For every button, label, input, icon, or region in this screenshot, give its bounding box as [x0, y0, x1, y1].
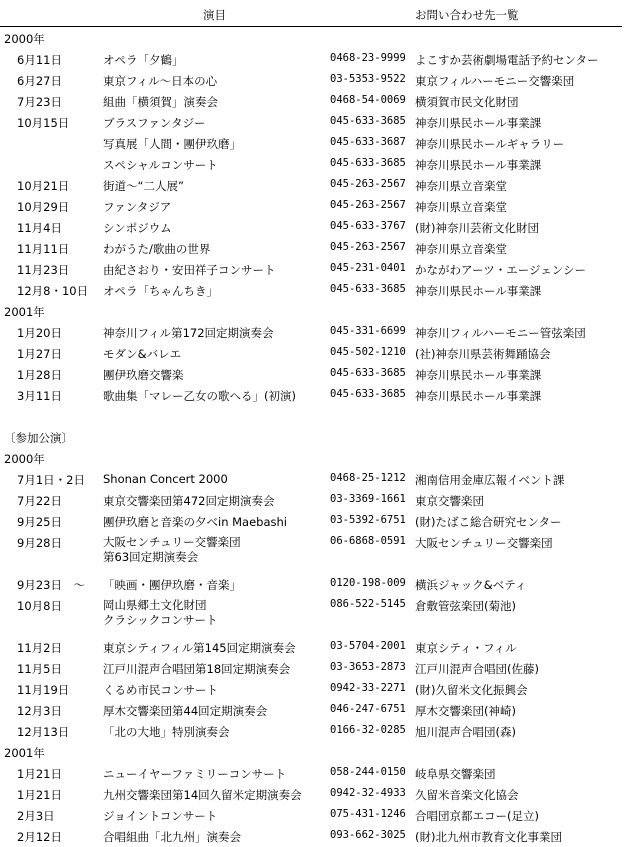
table-row	[0, 343, 625, 364]
table-row	[0, 112, 625, 133]
event-date: 11月2日	[17, 641, 62, 655]
table-row	[0, 511, 625, 532]
contact-phone: 045-633-3685	[330, 157, 406, 169]
contact-phone: 0468-54-0069	[330, 94, 406, 106]
contact-organization: 江戸川混声合唱団(佐藤)	[415, 662, 539, 676]
event-date: 11月23日	[17, 263, 70, 277]
event-date: 12月8・10日	[17, 284, 89, 298]
contact-phone: 06-6868-0591	[330, 535, 406, 547]
contact-organization: (財)北九州市教育文化事業団	[415, 830, 562, 844]
contact-organization: 神奈川フィルハーモニー管弦楽団	[415, 326, 586, 340]
contact-organization: 神奈川県立音楽堂	[415, 242, 507, 256]
event-date: 1月27日	[17, 347, 62, 361]
event-title	[103, 598, 218, 628]
event-date: 11月5日	[17, 662, 62, 676]
contact-phone: 03-3653-2873	[330, 661, 406, 673]
contact-organization: 神奈川県立音楽堂	[415, 200, 507, 214]
table-row	[0, 238, 625, 259]
event-date: 9月28日	[17, 536, 62, 550]
table-header	[0, 0, 625, 28]
contact-phone: 03-5392-6751	[330, 514, 406, 526]
contact-organization: 神奈川県民ホール事業課	[415, 389, 542, 403]
event-title: 東京交響楽団第472回定期演奏会	[103, 494, 275, 508]
event-title: 由紀さおり・安田祥子コンサート	[103, 263, 276, 277]
event-title: ブラスファンタジー	[103, 116, 206, 130]
event-date: 10月29日	[17, 200, 70, 214]
event-date: 1月21日	[17, 788, 62, 802]
section-label: 2001年	[4, 305, 45, 319]
section-label: 2001年	[4, 746, 45, 760]
contact-organization: (財)久留米文化振興会	[415, 683, 528, 697]
event-date: 10月8日	[17, 599, 62, 613]
event-title: 東京フィル〜日本の心	[103, 74, 218, 88]
section-row	[0, 742, 625, 763]
event-title-line2: 第63回定期演奏会	[103, 550, 199, 564]
contact-phone: 0942-33-2271	[330, 682, 406, 694]
table-row	[0, 658, 625, 679]
contact-organization: 湘南信用金庫広報イベント課	[415, 473, 565, 487]
event-title: オペラ「夕鶴」	[103, 53, 184, 67]
table-row	[0, 595, 625, 637]
event-title-line2: クラシックコンサート	[103, 613, 218, 627]
contact-phone: 03-5704-2001	[330, 640, 406, 652]
table-row	[0, 574, 625, 595]
section-row	[0, 28, 625, 49]
event-title: 写真展「人間・團伊玖磨」	[103, 137, 241, 151]
contact-organization: (財)神奈川芸術文化財団	[415, 221, 539, 235]
section-row	[0, 448, 625, 469]
event-date: 9月25日	[17, 515, 62, 529]
contact-phone: 0468-25-1212	[330, 472, 406, 484]
contact-organization: 横須賀市民文化財団	[415, 95, 519, 109]
table-row	[0, 490, 625, 511]
table-row	[0, 637, 625, 658]
event-title: 「北の大地」特別演奏会	[103, 725, 230, 739]
contact-phone: 03-5353-9522	[330, 73, 406, 85]
contact-phone: 045-633-3687	[330, 136, 406, 148]
contact-organization: 東京交響楽団	[415, 494, 484, 508]
contact-organization: 神奈川県民ホール事業課	[415, 368, 542, 382]
event-date: 6月27日	[17, 74, 62, 88]
contact-phone: 045-263-2567	[330, 241, 406, 253]
contact-organization: かながわアーツ・エージェンシー	[415, 263, 586, 277]
contact-phone: 045-633-3685	[330, 388, 406, 400]
event-title: ジョイントコンサート	[103, 809, 218, 823]
contact-phone: 03-3369-1661	[330, 493, 406, 505]
contact-phone: 0120-198-009	[330, 577, 406, 589]
event-title: シンポジウム	[103, 221, 172, 235]
table-row	[0, 784, 625, 805]
table-row	[0, 469, 625, 490]
contact-phone: 0468-23-9999	[330, 52, 406, 64]
event-title	[103, 535, 241, 565]
contact-phone: 045-633-3767	[330, 220, 406, 232]
contact-phone: 0166-32-0285	[330, 724, 406, 736]
contact-organization: 倉敷管弦楽団(菊池)	[415, 599, 516, 613]
event-title: モダン&バレエ	[103, 347, 182, 361]
event-date: 7月1日・2日	[17, 473, 85, 487]
contact-organization: 岐阜県交響楽団	[415, 767, 496, 781]
contact-phone: 086-522-5145	[330, 598, 406, 610]
section-label: 2000年	[4, 32, 45, 46]
event-title: ファンタジア	[103, 200, 172, 214]
event-date: 3月11日	[17, 389, 62, 403]
event-title: 東京シティフィル第145回定期演奏会	[103, 641, 296, 655]
contact-organization: 神奈川県民ホールギャラリー	[415, 137, 565, 151]
event-date: 2月12日	[17, 830, 62, 844]
contact-phone: 045-263-2567	[330, 199, 406, 211]
event-title: スペシャルコンサート	[103, 158, 218, 172]
table-row	[0, 679, 625, 700]
event-date: 7月23日	[17, 95, 62, 109]
event-date: 11月11日	[17, 242, 70, 256]
header-divider	[0, 26, 622, 27]
event-date: 9月23日 〜	[17, 578, 85, 592]
table-row	[0, 805, 625, 826]
event-title: Shonan Concert 2000	[103, 472, 228, 486]
section-label: 2000年	[4, 452, 45, 466]
contact-organization: 久留米音楽文化協会	[415, 788, 519, 802]
table-row	[0, 322, 625, 343]
event-date: 11月4日	[17, 221, 62, 235]
contact-phone: 046-247-6751	[330, 703, 406, 715]
contact-phone: 045-263-2567	[330, 178, 406, 190]
contact-organization: 神奈川県民ホール事業課	[415, 284, 542, 298]
section-row	[0, 427, 625, 448]
table-row	[0, 364, 625, 385]
table-row	[0, 154, 625, 175]
contact-phone: 045-231-0401	[330, 262, 406, 274]
contact-organization: 東京シティ・フィル	[415, 641, 517, 655]
table-row	[0, 70, 625, 91]
contact-organization: 横浜ジャック&ベティ	[415, 578, 527, 592]
contact-organization: 神奈川県立音楽堂	[415, 179, 507, 193]
event-title: ニューイヤーファミリーコンサート	[103, 767, 287, 781]
event-date: 2月3日	[17, 809, 55, 823]
event-date: 10月21日	[17, 179, 70, 193]
contact-phone: 045-633-3685	[330, 367, 406, 379]
table-row	[0, 175, 625, 196]
event-title: 歌曲集「マレー乙女の歌へる」(初演)	[103, 389, 296, 403]
table-row	[0, 763, 625, 784]
event-title: 神奈川フィル第172回定期演奏会	[103, 326, 274, 340]
event-date: 10月15日	[17, 116, 70, 130]
event-date: 6月11日	[17, 53, 62, 67]
table-row	[0, 280, 625, 301]
table-row	[0, 91, 625, 112]
event-date: 1月28日	[17, 368, 62, 382]
contact-organization: 神奈川県民ホール事業課	[415, 158, 542, 172]
contact-organization: 厚木交響楽団(神崎)	[415, 704, 516, 718]
event-list	[0, 28, 625, 847]
event-date: 12月13日	[17, 725, 70, 739]
table-row	[0, 721, 625, 742]
table-row	[0, 532, 625, 574]
table-row	[0, 217, 625, 238]
event-title: 江戸川混声合唱団第18回定期演奏会	[103, 662, 291, 676]
table-row	[0, 196, 625, 217]
contact-organization: (社)神奈川県芸術舞踊協会	[415, 347, 551, 361]
event-title: 團伊玖磨交響楽	[103, 368, 184, 382]
event-title: 街道〜“二人展”	[103, 179, 184, 193]
contact-phone: 045-633-3685	[330, 283, 406, 295]
event-date: 1月20日	[17, 326, 62, 340]
event-title-line1: 岡山県郷土文化財団	[103, 598, 207, 612]
event-title: 九州交響楽団第14回久留米定期演奏会	[103, 788, 302, 802]
table-row	[0, 259, 625, 280]
column-header-title: 演目	[203, 8, 226, 22]
contact-phone: 045-331-6699	[330, 325, 406, 337]
event-date: 11月19日	[17, 683, 70, 697]
contact-phone: 045-633-3685	[330, 115, 406, 127]
table-row	[0, 385, 625, 406]
event-date: 12月3日	[17, 704, 62, 718]
contact-organization: 旭川混声合唱団(森)	[415, 725, 516, 739]
event-title: オペラ「ちゃんちき」	[103, 284, 218, 298]
table-row	[0, 49, 625, 70]
table-row	[0, 700, 625, 721]
spacer-row	[0, 406, 625, 427]
contact-phone: 0942-32-4933	[330, 787, 406, 799]
contact-organization: よこすか芸術劇場電話予約センター	[415, 53, 599, 67]
contact-organization: 大阪センチュリー交響楽団	[415, 536, 553, 550]
contact-phone: 093-662-3025	[330, 829, 406, 841]
event-title: 厚木交響楽団第44回定期演奏会	[103, 704, 268, 718]
contact-phone: 075-431-1246	[330, 808, 406, 820]
section-label: 〔参加公演〕	[4, 431, 73, 445]
contact-organization: 東京フィルハーモニー交響楽団	[415, 74, 575, 88]
column-header-contact: お問い合わせ先一覧	[415, 8, 519, 22]
contact-phone: 045-502-1210	[330, 346, 406, 358]
contact-organization: 合唱団京都エコー(足立)	[415, 809, 539, 823]
event-title: わがうた/歌曲の世界	[103, 242, 211, 256]
contact-phone: 058-244-0150	[330, 766, 406, 778]
event-title: くるめ市民コンサート	[103, 683, 218, 697]
event-title: 合唱組曲「北九州」演奏会	[103, 830, 241, 844]
section-row	[0, 301, 625, 322]
event-date: 1月21日	[17, 767, 62, 781]
event-title: 團伊玖磨と音楽の夕べin Maebashi	[103, 515, 288, 529]
event-title: 「映画・團伊玖磨・音楽」	[103, 578, 241, 592]
table-row	[0, 133, 625, 154]
contact-organization: 神奈川県民ホール事業課	[415, 116, 542, 130]
event-title-line1: 大阪センチュリー交響楽団	[103, 535, 241, 549]
event-title: 組曲「横須賀」演奏会	[103, 95, 218, 109]
contact-organization: (財)たばこ総合研究センター	[415, 515, 562, 529]
event-date: 7月22日	[17, 494, 62, 508]
